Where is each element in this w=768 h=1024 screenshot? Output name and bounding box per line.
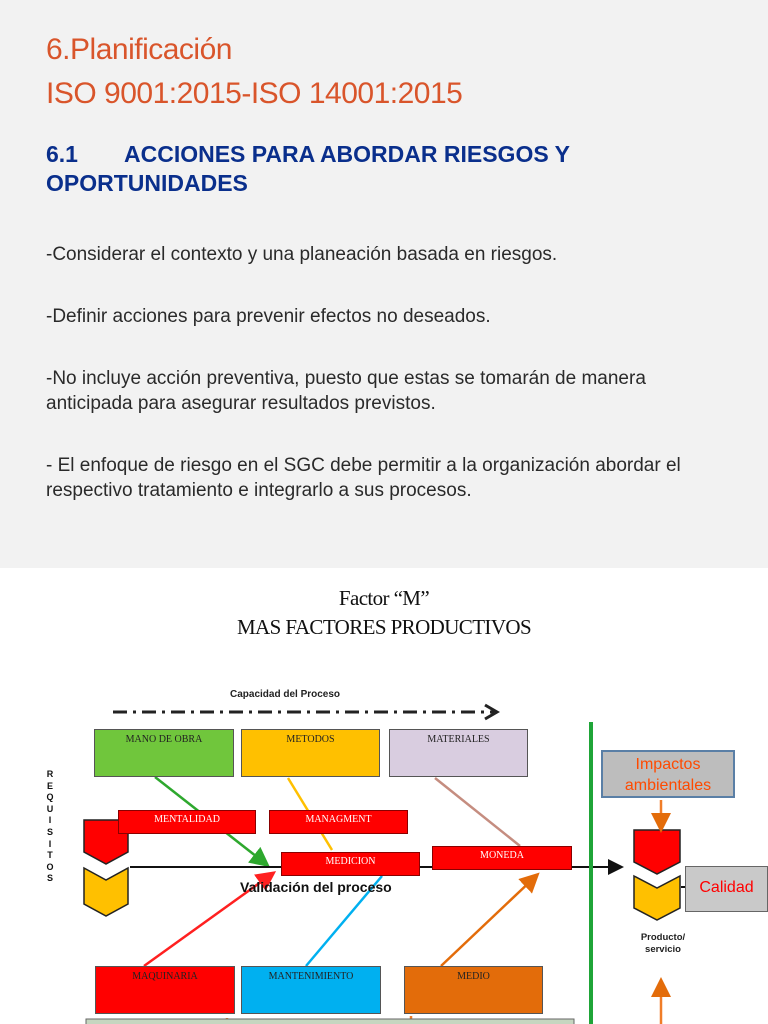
requisitos-vertical-label <box>44 769 56 885</box>
requisitos-letter: I <box>48 838 52 849</box>
box-mantenimiento: MANTENIMIENTO <box>241 966 381 1014</box>
section-title: ACCIONES PARA ABORDAR RIESGOS Y OPORTUNIDADES <box>46 141 570 196</box>
slide-title-line1: 6.Planificación <box>46 33 232 66</box>
requisitos-letter: O <box>46 861 54 872</box>
slide-title-line2: ISO 9001:2015-ISO 14001:2015 <box>46 77 463 110</box>
product-label: Producto/ servicio <box>640 932 686 955</box>
section-heading <box>46 140 746 198</box>
requisitos-letter: S <box>46 826 53 837</box>
right-chevron-yellow <box>634 876 680 920</box>
box-mano-de-obra: MANO DE OBRA <box>94 729 234 777</box>
left-chevron-yellow <box>84 868 128 916</box>
requisitos-letter: R <box>46 769 54 779</box>
paragraph-actions: -Definir acciones para prevenir efectos no deseados. <box>46 306 491 327</box>
section-number: 6.1 <box>46 141 78 167</box>
requisitos-letter: U <box>46 803 54 814</box>
requisitos-letter: T <box>47 850 53 861</box>
capacity-label: Capacidad del Proceso <box>230 689 341 700</box>
quality-box: Calidad <box>685 866 768 912</box>
box-metodos: METODOS <box>241 729 380 777</box>
impact-box: Impactos ambientales <box>601 750 735 798</box>
requisitos-letter: S <box>46 873 53 884</box>
paragraph-risk-approach: - El enfoque de riesgo en el SGC debe permitir a la organización abordar el respectivo tratamiento e integrarlo a sus procesos. <box>46 455 681 501</box>
paragraph-context: -Considerar el contexto y una planeación basada en riesgos. <box>46 244 558 265</box>
requisitos-letters <box>44 769 56 885</box>
paragraph-preventive: -No incluye acción preventiva, puesto que estas se tomarán de manera anticipada para asegurar resultados previstos. <box>46 368 646 414</box>
bottom-bar <box>86 1019 574 1024</box>
box-materiales: MATERIALES <box>389 729 528 777</box>
label-moneda: MONEDA <box>432 846 572 870</box>
requisitos-letter: Q <box>46 792 54 803</box>
branch-orange-arrow <box>441 876 536 966</box>
label-mentalidad: MENTALIDAD <box>118 810 256 834</box>
branch-pink-line <box>435 778 520 846</box>
box-maquinaria: MAQUINARIA <box>95 966 235 1014</box>
label-medicion: MEDICION <box>281 852 420 876</box>
box-medio: MEDIO <box>404 966 543 1014</box>
factor-title: Factor “M” <box>338 586 430 610</box>
validation-label: Validación del proceso <box>240 879 392 895</box>
factor-m-diagram <box>0 575 768 1024</box>
requisitos-letter: E <box>46 780 53 791</box>
label-managment: MANAGMENT <box>269 810 408 834</box>
factors-subtitle: MAS FACTORES PRODUCTIVOS <box>236 615 532 639</box>
requisitos-letter: I <box>48 815 52 826</box>
right-chevron-red <box>634 830 680 874</box>
